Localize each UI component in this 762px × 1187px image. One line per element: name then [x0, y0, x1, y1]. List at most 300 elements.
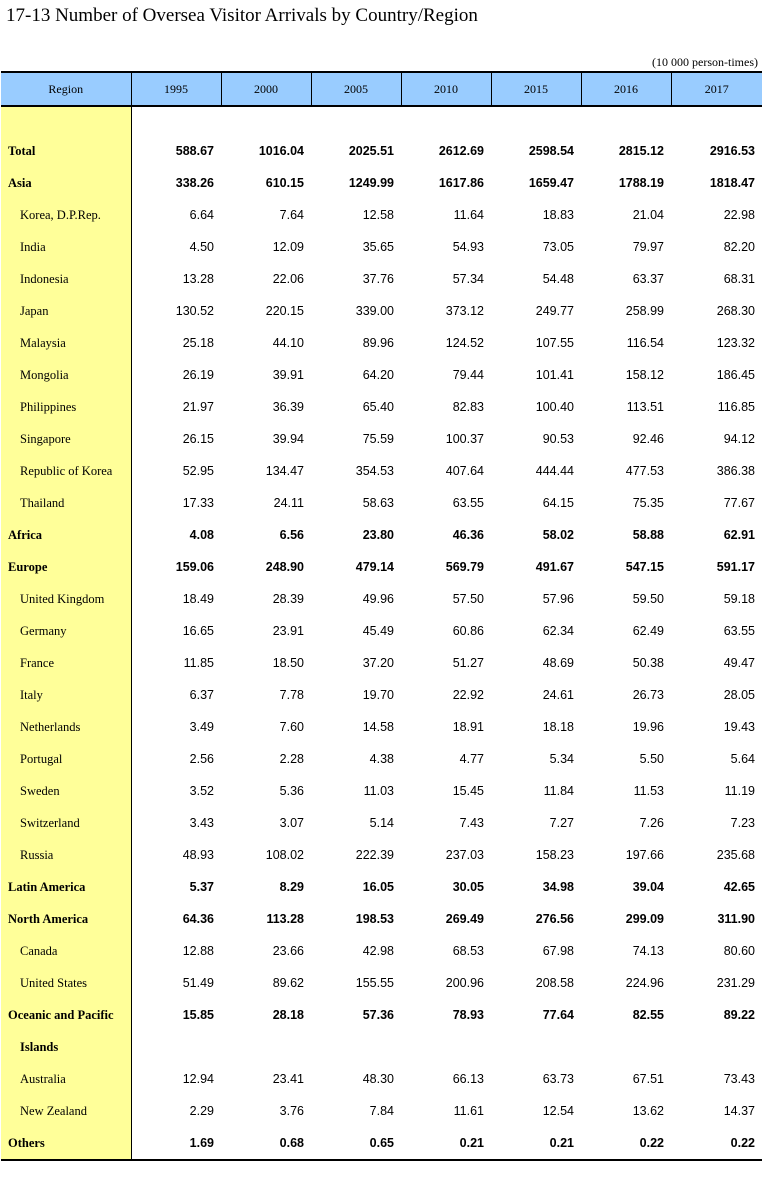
region-name-cell: Indonesia [1, 263, 131, 295]
value-cell: 12.88 [182, 944, 214, 958]
value-cell: 3.43 [189, 816, 214, 830]
value-cell: 74.13 [632, 944, 664, 958]
value-cell: 11.19 [724, 784, 755, 798]
region-name-cell: Europe [1, 551, 131, 583]
table-row [1, 295, 762, 327]
value-cell: 0.68 [221, 1127, 311, 1160]
value-cell: 82.83 [452, 400, 484, 414]
value-cell: 68.53 [452, 944, 484, 958]
value-cell: 18.91 [452, 720, 484, 734]
value-cell: 1617.86 [438, 176, 484, 190]
value-cell: 3.52 [189, 784, 214, 798]
value-cell: 2612.69 [438, 144, 484, 158]
table-row [1, 679, 762, 711]
value-cell: 26.15 [182, 432, 214, 446]
value-cell: 491.67 [535, 560, 574, 574]
value-cell: 45.49 [362, 624, 394, 638]
value-cell: 2815.12 [618, 144, 664, 158]
empty-cell [311, 106, 401, 135]
value-cell: 19.96 [632, 720, 664, 734]
column-header-year: 2017 [671, 72, 762, 106]
value-cell: 12.58 [362, 208, 394, 222]
value-cell: 46.36 [452, 528, 484, 542]
value-cell: 19.43 [723, 720, 755, 734]
table-row [1, 519, 762, 551]
value-cell: 18.18 [542, 720, 574, 734]
value-cell: 64.20 [362, 368, 394, 382]
column-header-year: 2010 [401, 72, 491, 106]
value-cell: 479.14 [355, 560, 394, 574]
value-cell: 26.73 [632, 688, 664, 702]
value-cell: 63.55 [452, 496, 484, 510]
value-cell: 7.78 [279, 688, 304, 702]
column-header-year: 1995 [131, 72, 221, 106]
value-cell: 249.77 [535, 304, 574, 318]
value-cell: 79.97 [632, 240, 664, 254]
value-cell: 23.91 [272, 624, 304, 638]
value-cell: 16.65 [182, 624, 214, 638]
value-cell: 373.12 [445, 304, 484, 318]
value-cell: 0.65 [311, 1127, 401, 1160]
value-cell: 407.64 [445, 464, 484, 478]
value-cell: 100.37 [445, 432, 484, 446]
region-cell [1, 106, 131, 135]
value-cell: 23.66 [272, 944, 304, 958]
value-cell: 3.49 [189, 720, 214, 734]
value-cell: 8.29 [279, 880, 304, 894]
value-cell: 158.12 [625, 368, 664, 382]
value-cell: 51.49 [182, 976, 214, 990]
value-cell: 477.53 [625, 464, 664, 478]
value-cell: 116.85 [717, 400, 755, 414]
table-row [1, 391, 762, 423]
table-row [1, 199, 762, 231]
value-cell: 73.43 [723, 1072, 755, 1086]
region-name-cell: Africa [1, 519, 131, 551]
table-row [1, 263, 762, 295]
value-cell: 58.63 [362, 496, 394, 510]
region-name-cell: Italy [1, 679, 131, 711]
value-cell: 2598.54 [528, 144, 574, 158]
value-cell: 248.90 [265, 560, 304, 574]
value-cell [221, 1031, 311, 1063]
value-cell: 18.83 [542, 208, 574, 222]
table-row [1, 839, 762, 871]
value-cell: 354.53 [355, 464, 394, 478]
region-name-cell: Latin America [1, 871, 131, 903]
value-cell: 82.20 [723, 240, 755, 254]
value-cell: 42.65 [723, 880, 755, 894]
value-cell: 13.62 [632, 1104, 664, 1118]
region-name-cell: North America [1, 903, 131, 935]
value-cell: 44.10 [272, 336, 304, 350]
value-cell: 3.07 [279, 816, 304, 830]
value-cell: 92.46 [632, 432, 664, 446]
value-cell: 3.76 [279, 1104, 304, 1118]
table-row [1, 615, 762, 647]
region-name-cell: Germany [1, 615, 131, 647]
value-cell: 5.34 [549, 752, 574, 766]
value-cell: 57.96 [542, 592, 574, 606]
region-name-cell: Philippines [1, 391, 131, 423]
value-cell: 89.96 [362, 336, 394, 350]
value-cell: 159.06 [175, 560, 214, 574]
value-cell: 50.38 [632, 656, 664, 670]
table-row [1, 455, 762, 487]
value-cell: 134.47 [265, 464, 304, 478]
table-row [1, 903, 762, 935]
empty-cell [401, 106, 491, 135]
value-cell: 39.91 [272, 368, 304, 382]
value-cell: 12.94 [182, 1072, 214, 1086]
value-cell: 6.37 [189, 688, 214, 702]
value-cell: 386.38 [716, 464, 755, 478]
value-cell: 7.64 [279, 208, 304, 222]
value-cell: 224.96 [625, 976, 664, 990]
value-cell: 89.62 [272, 976, 304, 990]
value-cell: 49.47 [723, 656, 755, 670]
value-cell: 57.50 [452, 592, 484, 606]
column-header-year: 2016 [581, 72, 671, 106]
value-cell: 444.44 [535, 464, 574, 478]
value-cell: 15.85 [182, 1008, 214, 1022]
table-row [1, 423, 762, 455]
value-cell: 2.29 [189, 1104, 214, 1118]
value-cell: 231.29 [716, 976, 755, 990]
value-cell: 0.21 [491, 1127, 581, 1160]
value-cell: 588.67 [175, 144, 214, 158]
value-cell [311, 1031, 401, 1063]
table-row [1, 359, 762, 391]
value-cell: 1016.04 [258, 144, 304, 158]
value-cell: 15.45 [452, 784, 484, 798]
value-cell: 339.00 [355, 304, 394, 318]
visitor-arrivals-table [1, 71, 762, 1161]
empty-cell [671, 106, 762, 135]
table-row [1, 807, 762, 839]
value-cell: 12.54 [542, 1104, 574, 1118]
table-row [1, 551, 762, 583]
empty-cell [131, 106, 221, 135]
value-cell: 23.41 [272, 1072, 304, 1086]
page-title: 17-13 Number of Oversea Visitor Arrivals by Country/Region [6, 5, 478, 26]
value-cell: 89.22 [723, 1008, 755, 1022]
table-row [1, 327, 762, 359]
table-row [1, 999, 762, 1031]
value-cell: 5.37 [189, 880, 214, 894]
value-cell: 0.22 [671, 1127, 762, 1160]
value-cell: 220.15 [265, 304, 304, 318]
value-cell: 197.66 [625, 848, 664, 862]
value-cell: 124.52 [445, 336, 484, 350]
value-cell: 77.64 [542, 1008, 574, 1022]
value-cell: 67.51 [632, 1072, 664, 1086]
value-cell: 547.15 [625, 560, 664, 574]
value-cell: 338.26 [175, 176, 214, 190]
value-cell: 24.11 [273, 496, 304, 510]
value-cell: 67.98 [542, 944, 574, 958]
value-cell: 48.69 [542, 656, 574, 670]
empty-cell [221, 106, 311, 135]
value-cell: 299.09 [625, 912, 664, 926]
value-cell: 269.49 [445, 912, 484, 926]
region-name-cell: Others [1, 1127, 131, 1160]
value-cell: 123.32 [716, 336, 755, 350]
value-cell: 49.96 [362, 592, 394, 606]
value-cell: 68.31 [723, 272, 755, 286]
region-name-cell: New Zealand [1, 1095, 131, 1127]
value-cell: 7.23 [730, 816, 755, 830]
value-cell: 108.02 [265, 848, 304, 862]
value-cell: 7.26 [639, 816, 664, 830]
value-cell: 0.21 [401, 1127, 491, 1160]
value-cell: 107.55 [535, 336, 574, 350]
value-cell: 90.53 [542, 432, 574, 446]
value-cell: 65.40 [362, 400, 394, 414]
value-cell: 100.40 [535, 400, 574, 414]
region-name-cell: India [1, 231, 131, 263]
value-cell: 35.65 [362, 240, 394, 254]
table-row [1, 935, 762, 967]
value-cell: 75.59 [362, 432, 394, 446]
value-cell: 79.44 [452, 368, 484, 382]
value-cell: 62.49 [632, 624, 664, 638]
value-cell: 58.88 [632, 528, 664, 542]
unit-note: (10 000 person-times) [652, 55, 758, 69]
value-cell: 12.09 [272, 240, 304, 254]
value-cell: 57.36 [362, 1008, 394, 1022]
table-row [1, 775, 762, 807]
value-cell: 63.73 [542, 1072, 574, 1086]
region-name-cell: Oceanic and Pacific [1, 999, 131, 1031]
header-row [1, 72, 762, 106]
column-header-year: 2005 [311, 72, 401, 106]
value-cell: 4.38 [369, 752, 394, 766]
value-cell: 28.39 [272, 592, 304, 606]
value-cell: 36.39 [272, 400, 304, 414]
value-cell: 198.53 [355, 912, 394, 926]
column-header-year: 2000 [221, 72, 311, 106]
value-cell: 34.98 [542, 880, 574, 894]
value-cell: 39.94 [272, 432, 304, 446]
value-cell: 22.06 [272, 272, 304, 286]
value-cell [401, 1031, 491, 1063]
value-cell: 60.86 [452, 624, 484, 638]
value-cell: 222.39 [355, 848, 394, 862]
value-cell: 37.20 [362, 656, 394, 670]
value-cell: 237.03 [445, 848, 484, 862]
table-row [1, 135, 762, 167]
value-cell: 130.52 [175, 304, 214, 318]
value-cell: 113.51 [626, 400, 664, 414]
value-cell: 78.93 [452, 1008, 484, 1022]
region-name-cell: Asia [1, 167, 131, 199]
value-cell: 59.50 [632, 592, 664, 606]
value-cell: 54.93 [452, 240, 484, 254]
value-cell: 80.60 [723, 944, 755, 958]
value-cell: 23.80 [362, 528, 394, 542]
region-name-cell: Total [1, 135, 131, 167]
table-row [1, 743, 762, 775]
region-name-cell: Netherlands [1, 711, 131, 743]
table-row [1, 1127, 762, 1160]
value-cell: 113.28 [266, 912, 304, 926]
value-cell: 158.23 [535, 848, 574, 862]
value-cell: 5.50 [639, 752, 664, 766]
value-cell: 21.97 [182, 400, 214, 414]
value-cell: 235.68 [716, 848, 755, 862]
value-cell: 2025.51 [348, 144, 394, 158]
value-cell: 11.03 [363, 784, 394, 798]
region-name-cell: Thailand [1, 487, 131, 519]
value-cell: 311.90 [717, 912, 755, 926]
value-cell: 7.43 [459, 816, 484, 830]
value-cell: 59.18 [723, 592, 755, 606]
table-row [1, 487, 762, 519]
region-name-cell: Sweden [1, 775, 131, 807]
value-cell: 21.04 [632, 208, 664, 222]
value-cell: 14.58 [362, 720, 394, 734]
value-cell: 17.33 [182, 496, 214, 510]
value-cell: 268.30 [716, 304, 755, 318]
column-header-year: 2015 [491, 72, 581, 106]
value-cell [491, 1031, 581, 1063]
value-cell: 1249.99 [348, 176, 394, 190]
value-cell: 37.76 [362, 272, 394, 286]
column-header-region: Region [1, 72, 131, 106]
value-cell: 48.30 [362, 1072, 394, 1086]
value-cell: 58.02 [542, 528, 574, 542]
value-cell: 28.05 [723, 688, 755, 702]
table-row [1, 1095, 762, 1127]
table-row [1, 647, 762, 679]
value-cell: 62.91 [723, 528, 755, 542]
value-cell: 64.15 [542, 496, 574, 510]
value-cell: 0.22 [581, 1127, 671, 1160]
value-cell: 14.37 [723, 1104, 755, 1118]
region-name-cell: Canada [1, 935, 131, 967]
value-cell: 22.92 [452, 688, 484, 702]
value-cell: 116.54 [626, 336, 664, 350]
value-cell: 54.48 [542, 272, 574, 286]
value-cell: 208.58 [535, 976, 574, 990]
value-cell: 11.53 [633, 784, 664, 798]
region-name-cell: France [1, 647, 131, 679]
region-name-cell: Switzerland [1, 807, 131, 839]
value-cell: 13.28 [182, 272, 214, 286]
region-name-cell: Portugal [1, 743, 131, 775]
value-cell: 48.93 [182, 848, 214, 862]
region-name-cell: United States [1, 967, 131, 999]
value-cell: 94.12 [723, 432, 755, 446]
region-name-cell: Russia [1, 839, 131, 871]
value-cell: 1659.47 [528, 176, 574, 190]
value-cell: 7.60 [279, 720, 304, 734]
value-cell: 610.15 [265, 176, 304, 190]
table-row [1, 167, 762, 199]
value-cell: 16.05 [362, 880, 394, 894]
region-name-cell: Australia [1, 1063, 131, 1095]
value-cell: 4.08 [189, 528, 214, 542]
value-cell: 25.18 [182, 336, 214, 350]
region-name-cell: Korea, D.P.Rep. [1, 199, 131, 231]
value-cell [671, 1031, 762, 1063]
table-row [1, 231, 762, 263]
value-cell: 77.67 [723, 496, 755, 510]
value-cell: 2.56 [189, 752, 214, 766]
value-cell: 1788.19 [618, 176, 664, 190]
value-cell: 51.27 [452, 656, 484, 670]
value-cell: 18.49 [182, 592, 214, 606]
value-cell [581, 1031, 671, 1063]
region-name-cell: Japan [1, 295, 131, 327]
value-cell: 11.85 [183, 656, 214, 670]
value-cell: 11.64 [453, 208, 484, 222]
value-cell: 200.96 [445, 976, 484, 990]
value-cell: 11.61 [453, 1104, 484, 1118]
value-cell: 155.55 [355, 976, 394, 990]
table-row [1, 967, 762, 999]
value-cell: 28.18 [272, 1008, 304, 1022]
value-cell: 62.34 [542, 624, 574, 638]
table-body [1, 106, 762, 1160]
value-cell: 57.34 [452, 272, 484, 286]
value-cell: 73.05 [542, 240, 574, 254]
value-cell: 26.19 [182, 368, 214, 382]
value-cell: 7.84 [369, 1104, 394, 1118]
value-cell: 39.04 [632, 880, 664, 894]
value-cell: 2.28 [279, 752, 304, 766]
value-cell: 6.56 [279, 528, 304, 542]
region-name-cell: Republic of Korea [1, 455, 131, 487]
value-cell: 7.27 [549, 816, 574, 830]
value-cell: 4.50 [189, 240, 214, 254]
value-cell: 276.56 [535, 912, 574, 926]
value-cell: 11.84 [543, 784, 574, 798]
value-cell: 1818.47 [709, 176, 755, 190]
empty-cell [581, 106, 671, 135]
value-cell: 30.05 [452, 880, 484, 894]
value-cell: 42.98 [362, 944, 394, 958]
value-cell: 1.69 [131, 1127, 221, 1160]
value-cell: 5.14 [369, 816, 394, 830]
value-cell: 18.50 [272, 656, 304, 670]
value-cell [131, 1031, 221, 1063]
value-cell: 24.61 [542, 688, 574, 702]
region-name-cell: Singapore [1, 423, 131, 455]
value-cell: 569.79 [445, 560, 484, 574]
value-cell: 66.13 [452, 1072, 484, 1086]
value-cell: 22.98 [723, 208, 755, 222]
region-name-cell: Mongolia [1, 359, 131, 391]
region-name-cell: United Kingdom [1, 583, 131, 615]
empty-cell [491, 106, 581, 135]
table-row [1, 1031, 762, 1063]
region-name-cell: Malaysia [1, 327, 131, 359]
table-row [1, 1063, 762, 1095]
value-cell: 258.99 [625, 304, 664, 318]
value-cell: 5.36 [279, 784, 304, 798]
value-cell: 186.45 [716, 368, 755, 382]
value-cell: 4.77 [459, 752, 484, 766]
value-cell: 63.37 [632, 272, 664, 286]
value-cell: 6.64 [189, 208, 214, 222]
table-row [1, 871, 762, 903]
value-cell: 63.55 [723, 624, 755, 638]
value-cell: 52.95 [182, 464, 214, 478]
value-cell: 101.41 [535, 368, 574, 382]
table-row [1, 583, 762, 615]
